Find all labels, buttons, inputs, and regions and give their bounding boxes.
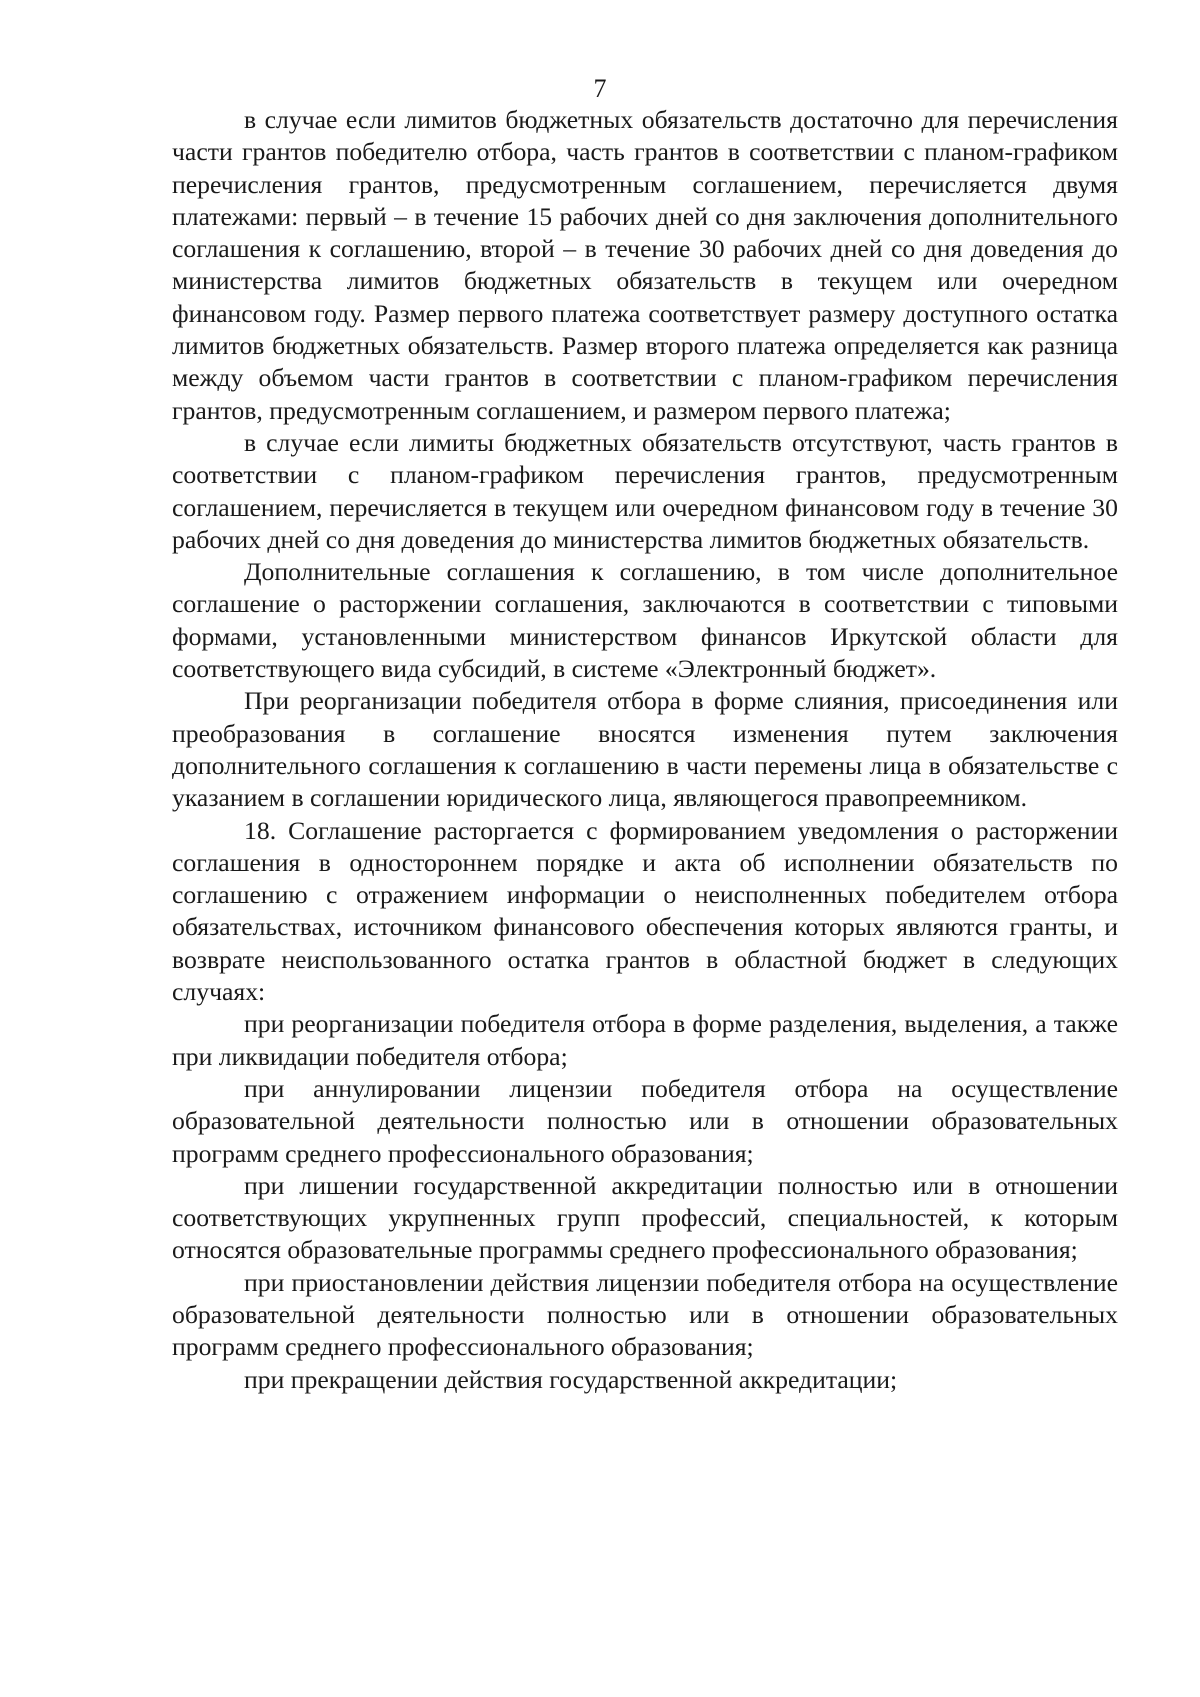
paragraph-case-license-suspension: при приостановлении действия лицензии победителя отбора на осуществление образовательной деятельности полностью или в отношении образовательных программ среднего профессионального образования;: [172, 1267, 1118, 1362]
document-body: [172, 104, 1118, 1396]
paragraph-case-license-annulment: при аннулировании лицензии победителя отбора на осуществление образовательной деятельности полностью или в отношении образовательных программ среднего профессионального образования;: [172, 1073, 1118, 1168]
paragraph-limits-sufficient: в случае если лимитов бюджетных обязательств достаточно для перечисления части грантов победителю отбора, часть грантов в соответствии с планом-графиком перечисления грантов, предусмотренным соглашением, перечисляется двумя платежами: первый – в течение 15 рабочих дней со дня заключения дополнительного соглашения к соглашению, второй – в течение 30 рабочих дней со дня доведения до министерства лимитов бюджетных обязательств в текущем или очередном финансовом году. Размер первого платежа соответствует размеру доступного остатка лимитов бюджетных обязательств. Размер второго платежа определяется как разница между объемом части грантов в соответствии с планом-графиком перечисления грантов, предусмотренным соглашением, и размером первого платежа;: [172, 105, 1118, 425]
page-number: 7: [593, 74, 607, 103]
paragraph-termination-18: 18. Соглашение расторгается с формированием уведомления о расторжении соглашения в одностороннем порядке и акта об исполнении обязательств по соглашению с отражением информации о неисполненных победителем отбора обязательствах, источником финансового обеспечения которых являются гранты, и возврате неиспользованного остатка грантов в областной бюджет в следующих случаях:: [172, 815, 1118, 1007]
paragraph-case-reorganization-liquidation: при реорганизации победителя отбора в форме разделения, выделения, а также при ликвидации победителя отбора;: [172, 1009, 1118, 1071]
paragraph-additional-agreements: Дополнительные соглашения к соглашению, в том числе дополнительное соглашение о расторжении соглашения, заключаются в соответствии с типовыми формами, установленными министерством финансов Иркутской области для соответствующего вида субсидий, в системе «Электронный бюджет».: [172, 557, 1118, 684]
paragraph-case-accreditation-deprivation: при лишении государственной аккредитации полностью или в отношении соответствующих укрупненных групп профессий, специальностей, к которым относятся образовательные программы среднего профессионального образования;: [172, 1170, 1118, 1265]
paragraph-limits-absent: в случае если лимиты бюджетных обязательств отсутствуют, часть грантов в соответствии с планом-графиком перечисления грантов, предусмотренным соглашением, перечисляется в текущем или очередном финансовом году в течение 30 рабочих дней со дня доведения до министерства лимитов бюджетных обязательств.: [172, 427, 1118, 554]
paragraph-reorganization: При реорганизации победителя отбора в форме слияния, присоединения или преобразования в соглашение вносятся изменения путем заключения дополнительного соглашения к соглашению в части перемены лица в обязательстве с указанием в соглашении юридического лица, являющегося правопреемником.: [172, 686, 1118, 813]
paragraph-case-accreditation-termination: при прекращении действия государственной аккредитации;: [244, 1364, 898, 1394]
